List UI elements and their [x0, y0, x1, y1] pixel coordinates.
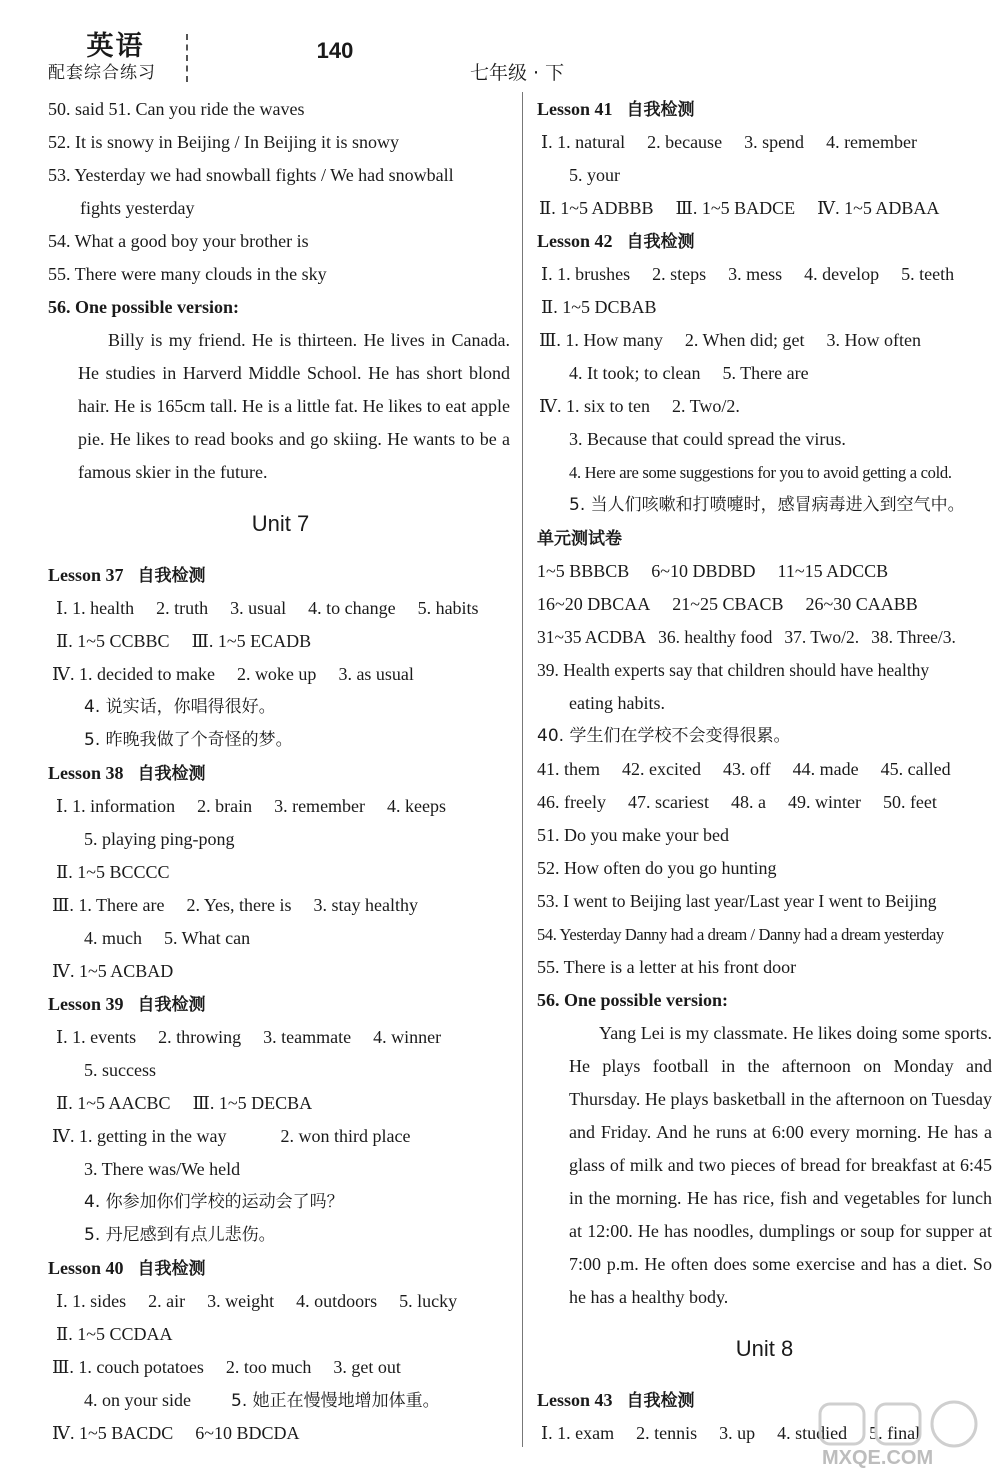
- answer-line: 53. Yesterday we had snowball fights / We had snowball: [48, 165, 454, 185]
- answer-item: 2. too much: [225, 1357, 312, 1377]
- essay-paragraph: [78, 324, 510, 489]
- answer-item: 21~25 CBACB: [672, 594, 784, 614]
- answer-line: [537, 588, 992, 621]
- unit-test-title: 单元测试卷: [537, 529, 622, 549]
- page-header: [0, 0, 1000, 92]
- answer-item: 44. made: [792, 759, 859, 779]
- answer-item: 4. studied: [777, 1423, 848, 1443]
- answer-item: 6~10 BDCDA: [195, 1423, 300, 1443]
- answer-line: 4. 你参加你们学校的运动会了吗？: [84, 1192, 344, 1212]
- answer-line: [537, 753, 992, 786]
- answer-item: 4. It took; to clean: [569, 363, 701, 383]
- essay-label: 56. One possible version:: [48, 297, 240, 317]
- answer-line: [48, 625, 513, 658]
- answer-item: 3. mess: [728, 264, 783, 284]
- answer-line: [48, 658, 513, 691]
- answer-item: 31~35 ACDBA: [537, 627, 647, 647]
- answer-item: 11~15 ADCCB: [777, 561, 889, 581]
- book-brand: [48, 32, 183, 84]
- self-check-label: 自我检测: [137, 1259, 206, 1279]
- answer-line: fights yesterday: [80, 198, 195, 218]
- answer-item: Ⅲ. 1. couch potatoes: [52, 1357, 204, 1377]
- answer-item: 5. final: [869, 1423, 921, 1443]
- answer-item: 5. 她正在慢慢地增加体重。: [231, 1391, 440, 1411]
- answer-item: Ⅰ. 1. natural: [541, 132, 626, 152]
- answer-item: 37. Two/2.: [784, 627, 860, 647]
- header-divider: [186, 34, 188, 82]
- answer-line: [48, 922, 513, 955]
- answer-line: [48, 592, 513, 625]
- answer-item: 2. When did; get: [684, 330, 805, 350]
- answer-item: Ⅲ. 1~5 ECADB: [191, 631, 312, 651]
- answer-item: 2. brain: [197, 796, 253, 816]
- right-column: [537, 93, 992, 1450]
- answer-item: 2. Two/2.: [671, 396, 740, 416]
- answer-item: 3. remember: [274, 796, 366, 816]
- answer-line: Ⅱ. 1~5 DCBAB: [541, 297, 657, 317]
- answer-item: 1~5 BBBCB: [537, 561, 630, 581]
- self-check-label: 自我检测: [137, 995, 206, 1015]
- answer-item: 3. teammate: [263, 1027, 352, 1047]
- self-check-label: 自我检测: [137, 764, 206, 784]
- answer-item: Ⅰ. 1. events: [56, 1027, 137, 1047]
- answer-line: 52. It is snowy in Beijing / In Beijing it is snowy: [48, 132, 400, 152]
- answer-line: 54. What a good boy your brother is: [48, 231, 309, 251]
- answer-line: 5. 当人们咳嗽和打喷嚏时，感冒病毒进入到空气中。: [569, 495, 965, 515]
- answer-line: 3. Because that could spread the virus.: [569, 429, 846, 449]
- answer-item: Ⅰ. 1. health: [56, 598, 135, 618]
- answer-item: 41. them: [537, 759, 600, 779]
- lesson-heading: [537, 93, 992, 126]
- answer-item: 38. Three/3.: [871, 627, 956, 647]
- answer-line: 54. Yesterday Danny had a dream / Danny had a dream yesterday: [537, 925, 944, 944]
- section-heading: [537, 522, 992, 555]
- answer-line: [537, 390, 992, 423]
- answer-item: 48. a: [730, 792, 766, 812]
- answer-line: 40. 学生们在学校不会变得很累。: [537, 726, 791, 746]
- answer-item: 6~10 DBDBD: [651, 561, 756, 581]
- answer-line: 5. playing ping-pong: [84, 829, 235, 849]
- answer-line: [537, 786, 992, 819]
- lesson-title: Lesson 38: [48, 763, 124, 783]
- answer-line: 5. 丹尼感到有点儿悲伤。: [84, 1225, 276, 1245]
- answer-item: 3. up: [719, 1423, 756, 1443]
- answer-item: Ⅲ. 1. How many: [539, 330, 663, 350]
- answer-line: 39. Health experts say that children should have healthy: [537, 660, 930, 680]
- essay-text: Yang Lei is my classmate. He likes doing some sports. He plays football in the afternoon on Monday and Thursday. He plays basketball in the afternoon on Tuesday and Friday. And he runs at 6:00 every morning. He has a glass of milk and two pieces of bread for breakfast at 6:45 in the morning. He has rice, fish and vegetables for lunch at 12:00. He has noodles, dumplings or soup for supper at 7:00 p.m. He often does some exercise and has a diet. So he has a healthy body.: [569, 1023, 992, 1307]
- answer-item: Ⅰ. 1. information: [56, 796, 176, 816]
- answer-item: 2. because: [647, 132, 723, 152]
- answer-line: 5. 昨晚我做了个奇怪的梦。: [84, 730, 293, 750]
- unit-title: Unit 7: [251, 511, 310, 536]
- answer-item: 26~30 CAABB: [805, 594, 918, 614]
- answer-item: 3. How often: [826, 330, 921, 350]
- left-column: [48, 93, 513, 1450]
- answer-item: 4. to change: [308, 598, 396, 618]
- answer-item: 49. winter: [787, 792, 861, 812]
- lesson-heading: [48, 988, 513, 1021]
- answer-line: 55. There is a letter at his front door: [537, 957, 797, 977]
- answer-item: Ⅱ. 1~5 AACBC: [56, 1093, 171, 1113]
- answer-line: [48, 1120, 513, 1153]
- answer-line: Ⅱ. 1~5 BCCCC: [56, 862, 170, 882]
- answer-line: [537, 126, 992, 159]
- answer-line: [48, 889, 513, 922]
- column-divider: [522, 92, 523, 1447]
- answer-line: 4. Here are some suggestions for you to avoid getting a cold.: [569, 463, 952, 482]
- answer-item: 4. remember: [826, 132, 918, 152]
- lesson-title: Lesson 37: [48, 565, 124, 585]
- essay-text: Billy is my friend. He is thirteen. He lives in Canada. He studies in Harverd Middle School. He has short blond hair. He is 165cm tall. He is a little fat. He likes to eat apple pie. He likes to read books and go skiing. He wants to be a famous skier in the future.: [78, 330, 510, 482]
- answer-item: 4. winner: [373, 1027, 442, 1047]
- lesson-heading: [48, 757, 513, 790]
- lesson-heading: [537, 225, 992, 258]
- answer-item: Ⅳ. 1. six to ten: [539, 396, 650, 416]
- answer-item: 16~20 DBCAA: [537, 594, 651, 614]
- answer-item: 4. outdoors: [296, 1291, 378, 1311]
- lesson-heading: [48, 1252, 513, 1285]
- answer-line: Ⅳ. 1~5 ACBAD: [52, 961, 174, 981]
- answer-line: [537, 555, 992, 588]
- answer-line: [48, 1351, 513, 1384]
- answer-item: Ⅰ. 1. exam: [541, 1423, 615, 1443]
- watermark-text: MXQE.COM: [822, 1447, 934, 1469]
- answer-item: 4. on your side: [84, 1390, 191, 1410]
- answer-item: 46. freely: [537, 792, 606, 812]
- answer-line: 5. success: [84, 1060, 156, 1080]
- lesson-title: Lesson 42: [537, 231, 613, 251]
- self-check-label: 自我检测: [626, 232, 695, 252]
- answer-line: 3. There was/We held: [84, 1159, 241, 1179]
- lesson-title: Lesson 39: [48, 994, 124, 1014]
- answer-line: [537, 258, 992, 291]
- answer-line: [48, 1087, 513, 1120]
- answer-line: [48, 790, 513, 823]
- answer-line: [48, 1417, 513, 1450]
- essay-paragraph: [569, 1017, 992, 1314]
- answer-item: 2. won third place: [280, 1126, 411, 1146]
- answer-line: 50. said 51. Can you ride the waves: [48, 99, 305, 119]
- answer-item: 43. off: [722, 759, 771, 779]
- self-check-label: 自我检测: [137, 566, 206, 586]
- answer-item: Ⅳ. 1~5 BACDC: [52, 1423, 174, 1443]
- self-check-label: 自我检测: [626, 100, 695, 120]
- answer-item: 4. much: [84, 928, 142, 948]
- answer-item: 5. lucky: [399, 1291, 458, 1311]
- answer-item: Ⅱ. 1~5 CCBBC: [56, 631, 170, 651]
- answer-item: 5. habits: [417, 598, 479, 618]
- answer-line: eating habits.: [569, 693, 665, 713]
- answer-line: 51. Do you make your bed: [537, 825, 729, 845]
- answer-line: [48, 1384, 513, 1417]
- answer-item: 2. throwing: [158, 1027, 242, 1047]
- answer-line: 4. 说实话，你唱得很好。: [84, 697, 276, 717]
- answer-line: [537, 192, 992, 225]
- answer-item: 2. truth: [156, 598, 209, 618]
- answer-item: 2. tennis: [636, 1423, 698, 1443]
- answer-item: 50. feet: [882, 792, 937, 812]
- answer-item: 3. stay healthy: [313, 895, 418, 915]
- essay-label: 56. One possible version:: [537, 990, 729, 1010]
- answer-line: 55. There were many clouds in the sky: [48, 264, 327, 284]
- answer-item: Ⅳ. 1. getting in the way: [52, 1126, 227, 1146]
- answer-item: 3. get out: [333, 1357, 401, 1377]
- answer-item: 2. woke up: [236, 664, 317, 684]
- answer-item: 4. keeps: [387, 796, 447, 816]
- answer-item: Ⅰ. 1. brushes: [541, 264, 631, 284]
- answer-item: 45. called: [880, 759, 951, 779]
- answer-item: 2. steps: [652, 264, 707, 284]
- answer-line: 52. How often do you go hunting: [537, 858, 777, 878]
- answer-item: Ⅲ. 1~5 DECBA: [192, 1093, 313, 1113]
- answer-item: 3. weight: [207, 1291, 275, 1311]
- answer-line: [48, 1021, 513, 1054]
- answer-line: [537, 357, 992, 390]
- answer-line: 5. your: [569, 165, 620, 185]
- answer-item: 42. excited: [622, 759, 701, 779]
- lesson-heading: [48, 559, 513, 592]
- answer-line: 53. I went to Beijing last year/Last year I went to Beijing: [537, 891, 937, 911]
- answer-line: Ⅱ. 1~5 CCDAA: [56, 1324, 173, 1344]
- answer-item: 5. What can: [164, 928, 251, 948]
- answer-item: 3. usual: [230, 598, 287, 618]
- unit-title: Unit 8: [735, 1336, 794, 1361]
- answer-item: Ⅲ. 1. There are: [52, 895, 165, 915]
- answer-item: 2. air: [148, 1291, 186, 1311]
- answer-item: Ⅱ. 1~5 ADBBB: [539, 198, 654, 218]
- answer-item: 2. Yes, there is: [186, 895, 292, 915]
- answer-item: 3. as usual: [338, 664, 414, 684]
- watermark-logo: [812, 1400, 992, 1470]
- answer-item: 3. spend: [744, 132, 805, 152]
- answer-item: 36. healthy food: [658, 627, 773, 647]
- lesson-title: Lesson 41: [537, 99, 613, 119]
- page-number: 140: [316, 38, 354, 63]
- self-check-label: 自我检测: [626, 1391, 695, 1411]
- answer-line: [48, 1285, 513, 1318]
- answer-line: [537, 324, 992, 357]
- answer-item: 47. scariest: [627, 792, 709, 812]
- lesson-title: Lesson 40: [48, 1258, 124, 1278]
- grade-label: 七年级 · 下: [470, 62, 565, 84]
- answer-item: Ⅲ. 1~5 BADCE: [675, 198, 796, 218]
- brand-subtitle: 配套综合练习: [48, 63, 156, 83]
- answer-item: Ⅳ. 1. decided to make: [52, 664, 215, 684]
- answer-item: 5. There are: [722, 363, 809, 383]
- answer-line: [537, 621, 992, 654]
- answer-item: 4. develop: [804, 264, 880, 284]
- brand-title: 英语: [86, 31, 145, 62]
- answer-item: Ⅳ. 1~5 ADBAA: [817, 198, 940, 218]
- lesson-title: Lesson 43: [537, 1390, 613, 1410]
- answer-item: Ⅰ. 1. sides: [56, 1291, 127, 1311]
- answer-item: 5. teeth: [901, 264, 955, 284]
